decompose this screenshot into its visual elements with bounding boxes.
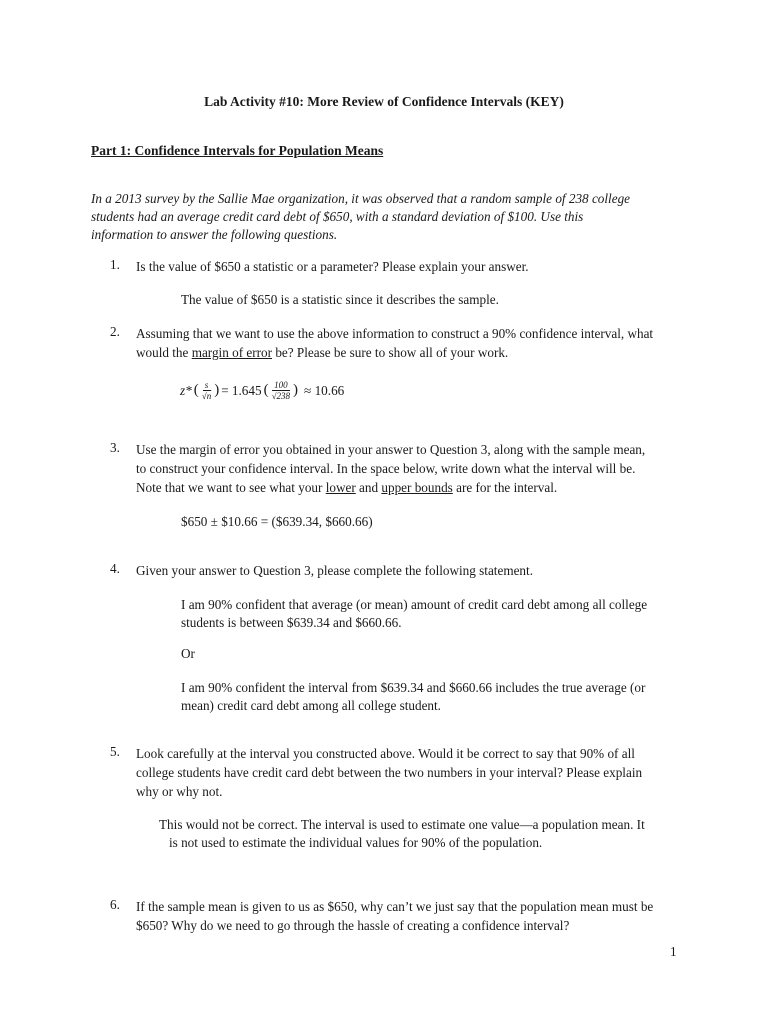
question-6-text [136,897,653,935]
question-1-text: Is the value of $650 a statistic or a parameter? Please explain your answer. [136,259,529,274]
question-3-line: Use the margin of error you obtained in your answer to Question 3, along with the sample mean, [136,442,646,457]
formula-result: ≈ 10.66 [304,382,345,398]
lower-term: lower [325,480,356,495]
answer-line: mean) credit card debt among all college student. [181,698,441,713]
fraction-s-over-root-n [202,380,211,401]
upper-bounds-term: upper bounds [381,480,453,495]
answer-line: is not used to estimate the individual values for 90% of the population. [169,835,543,850]
answer-line: This would not be correct. The interval is used to estimate one value—a population mean. It [159,817,645,832]
text-span: are for the interval. [452,480,558,495]
question-5-line: Look carefully at the interval you constructed above. Would it be correct to say that 90% of all [136,746,635,761]
text-span: be? Please be sure to show all of your work. [272,345,509,360]
text-span: and [355,480,382,495]
question-4-or: Or [181,646,195,661]
question-2-text [136,324,653,362]
intro-line: students had an average credit card debt of $650, with a standard deviation of $100. Use this [91,209,584,224]
question-4-answer-b [181,679,645,715]
question-3-answer: $650 ± $10.66 = ($639.34, $660.66) [181,514,373,529]
question-5-number: 5. [110,744,120,759]
question-3-text [136,440,645,497]
question-3-line [136,478,645,497]
paren-open: ( [193,382,199,398]
answer-line: I am 90% confident that average (or mean) amount of credit card debt among all college [181,597,648,612]
fraction-100-over-root-238 [272,380,290,401]
denominator [272,391,290,401]
question-2-line: Assuming that we want to use the above information to construct a 90% confidence interval, what [136,326,654,341]
question-4-number: 4. [110,561,120,576]
paren-close: ) [293,382,299,398]
question-6-number: 6. [110,897,120,912]
question-3-line: to construct your confidence interval. In the space below, write down what the interval will be. [136,461,636,476]
intro-line: In a 2013 survey by the Sallie Mae organization, it was observed that a random sample of 238 college [91,191,631,206]
intro-paragraph [91,190,630,244]
radicand: 238 [276,391,291,401]
question-6-line: $650? Why do we need to go through the hassle of creating a confidence interval? [136,918,570,933]
question-5-text [136,744,642,801]
question-4-text: Given your answer to Question 3, please complete the following statement. [136,563,533,578]
text-span: would the [136,345,192,360]
answer-line: I am 90% confident the interval from $639.34 and $660.66 includes the true average (or [181,680,646,695]
question-1-number: 1. [110,257,120,272]
intro-line: information to answer the following questions. [91,227,338,242]
page-number: 1 [670,944,677,959]
z-star: z* [180,382,192,398]
sqrt-sign: √ [271,391,277,401]
question-3-number: 3. [110,440,120,455]
margin-of-error-term: margin of error [191,345,273,360]
numerator: 100 [274,380,288,390]
paren-close: ) [214,382,220,398]
answer-line: students is between $639.34 and $660.66. [181,615,402,630]
document-title: Lab Activity #10: More Review of Confidence Intervals (KEY) [204,94,564,109]
equals-critical-value: = 1.645 [221,382,262,398]
question-5-line: college students have credit card debt between the two numbers in your interval? Please explain [136,765,643,780]
part1-heading: Part 1: Confidence Intervals for Population Means [91,143,384,158]
text-span: Note that we want to see what your [136,480,326,495]
question-1-answer: The value of $650 is a statistic since it describes the sample. [181,292,499,307]
paren-open: ( [263,382,269,398]
question-6-line: If the sample mean is given to us as $650, why can’t we just say that the population mean must be [136,899,654,914]
question-2-line [136,343,653,362]
denominator [202,391,211,401]
question-4-answer-a [181,596,647,632]
numerator: s [204,380,209,390]
question-2-number: 2. [110,324,120,339]
question-5-line: why or why not. [136,784,223,799]
margin-of-error-formula [180,380,344,401]
sqrt-sign: √ [201,391,207,401]
radicand: n [206,391,212,401]
question-5-answer [159,816,645,852]
